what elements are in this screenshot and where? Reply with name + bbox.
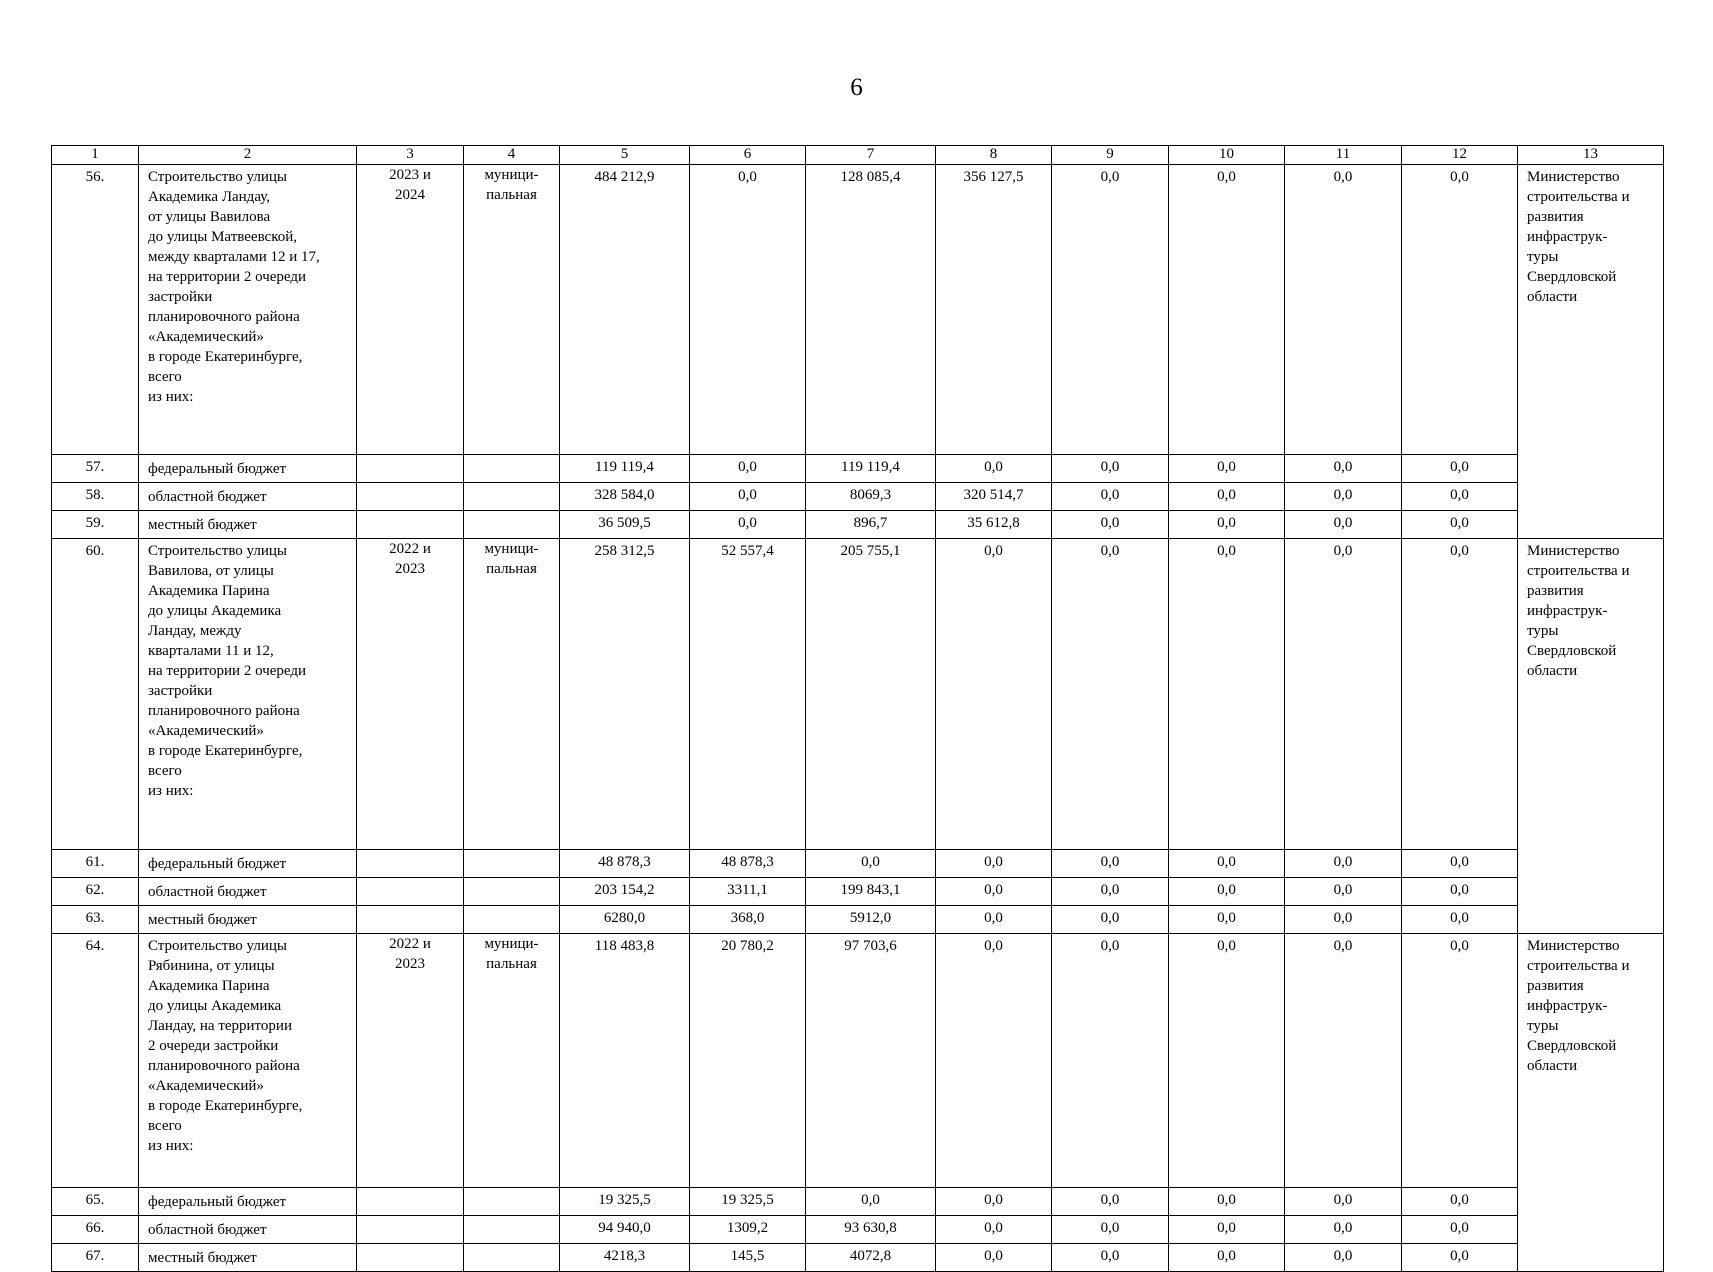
row-years-empty bbox=[357, 483, 464, 511]
value-cell-col-5: 119 119,4 bbox=[560, 455, 690, 483]
value-cell-col-8: 356 127,5 bbox=[936, 165, 1052, 455]
row-years-empty bbox=[357, 906, 464, 934]
row-number: 59. bbox=[52, 511, 139, 539]
column-header-6: 6 bbox=[690, 146, 806, 165]
value-cell-col-7: 119 119,4 bbox=[806, 455, 936, 483]
value-cell-col-12: 0,0 bbox=[1402, 1216, 1518, 1244]
row-name: федеральный бюджет bbox=[139, 455, 357, 483]
value-cell-col-6: 0,0 bbox=[690, 511, 806, 539]
value-cell-col-11: 0,0 bbox=[1285, 1244, 1402, 1272]
row-years-empty bbox=[357, 878, 464, 906]
row-years-empty bbox=[357, 1188, 464, 1216]
value-cell-col-9: 0,0 bbox=[1052, 1244, 1169, 1272]
value-cell-col-5: 94 940,0 bbox=[560, 1216, 690, 1244]
value-cell-col-10: 0,0 bbox=[1169, 1188, 1285, 1216]
table-row-sub bbox=[52, 1188, 1664, 1216]
value-cell-col-9: 0,0 bbox=[1052, 878, 1169, 906]
value-cell-col-5: 484 212,9 bbox=[560, 165, 690, 455]
row-name: Строительство улицы Вавилова, от улицы Академика Парина до улицы Академика Ландау, между кварталами 11 и 12, на территории 2 очереди застройки планировочного района «Академический» в городе Екатеринбурге, всего из них: bbox=[139, 539, 357, 850]
value-cell-col-5: 203 154,2 bbox=[560, 878, 690, 906]
table-row-sub bbox=[52, 906, 1664, 934]
row-kind: муници- пальная bbox=[464, 165, 560, 455]
value-cell-col-7: 205 755,1 bbox=[806, 539, 936, 850]
value-cell-col-5: 48 878,3 bbox=[560, 850, 690, 878]
value-cell-col-6: 52 557,4 bbox=[690, 539, 806, 850]
value-cell-col-11: 0,0 bbox=[1285, 1188, 1402, 1216]
row-name: местный бюджет bbox=[139, 906, 357, 934]
row-kind-empty bbox=[464, 1216, 560, 1244]
value-cell-col-7: 128 085,4 bbox=[806, 165, 936, 455]
column-header-5: 5 bbox=[560, 146, 690, 165]
value-cell-col-7: 5912,0 bbox=[806, 906, 936, 934]
column-header-13: 13 bbox=[1518, 146, 1664, 165]
value-cell-col-12: 0,0 bbox=[1402, 906, 1518, 934]
value-cell-col-9: 0,0 bbox=[1052, 1216, 1169, 1244]
row-years-empty bbox=[357, 1244, 464, 1272]
row-name: федеральный бюджет bbox=[139, 1188, 357, 1216]
row-kind: муници- пальная bbox=[464, 539, 560, 850]
value-cell-col-8: 0,0 bbox=[936, 878, 1052, 906]
row-number: 66. bbox=[52, 1216, 139, 1244]
value-cell-col-10: 0,0 bbox=[1169, 934, 1285, 1188]
value-cell-col-8: 0,0 bbox=[936, 455, 1052, 483]
table-row-main bbox=[52, 934, 1664, 1188]
value-cell-col-11: 0,0 bbox=[1285, 483, 1402, 511]
value-cell-col-10: 0,0 bbox=[1169, 483, 1285, 511]
value-cell-col-11: 0,0 bbox=[1285, 1216, 1402, 1244]
value-cell-col-5: 118 483,8 bbox=[560, 934, 690, 1188]
column-header-8: 8 bbox=[936, 146, 1052, 165]
value-cell-col-7: 0,0 bbox=[806, 1188, 936, 1216]
row-name: местный бюджет bbox=[139, 511, 357, 539]
value-cell-col-8: 0,0 bbox=[936, 1216, 1052, 1244]
table-row-sub bbox=[52, 850, 1664, 878]
row-years-empty bbox=[357, 850, 464, 878]
value-cell-col-7: 97 703,6 bbox=[806, 934, 936, 1188]
column-header-9: 9 bbox=[1052, 146, 1169, 165]
value-cell-col-10: 0,0 bbox=[1169, 165, 1285, 455]
value-cell-col-12: 0,0 bbox=[1402, 878, 1518, 906]
value-cell-col-11: 0,0 bbox=[1285, 850, 1402, 878]
value-cell-col-9: 0,0 bbox=[1052, 539, 1169, 850]
value-cell-col-10: 0,0 bbox=[1169, 878, 1285, 906]
row-number: 67. bbox=[52, 1244, 139, 1272]
value-cell-col-8: 0,0 bbox=[936, 1244, 1052, 1272]
value-cell-col-8: 0,0 bbox=[936, 539, 1052, 850]
value-cell-col-9: 0,0 bbox=[1052, 483, 1169, 511]
value-cell-col-11: 0,0 bbox=[1285, 878, 1402, 906]
row-name: Строительство улицы Академика Ландау, от улицы Вавилова до улицы Матвеевской, между кварталами 12 и 17, на территории 2 очереди застройки планировочного района «Академический» в городе Екатеринбурге, всего из них: bbox=[139, 165, 357, 455]
column-header-3: 3 bbox=[357, 146, 464, 165]
value-cell-col-12: 0,0 bbox=[1402, 511, 1518, 539]
responsible-cell: Министерство строительства и развития инфраструк- туры Свердловской области bbox=[1518, 165, 1664, 539]
row-kind-empty bbox=[464, 1188, 560, 1216]
value-cell-col-10: 0,0 bbox=[1169, 850, 1285, 878]
value-cell-col-5: 328 584,0 bbox=[560, 483, 690, 511]
row-name: областной бюджет bbox=[139, 878, 357, 906]
row-number: 62. bbox=[52, 878, 139, 906]
value-cell-col-8: 0,0 bbox=[936, 906, 1052, 934]
table-row-sub bbox=[52, 455, 1664, 483]
value-cell-col-9: 0,0 bbox=[1052, 165, 1169, 455]
value-cell-col-12: 0,0 bbox=[1402, 1188, 1518, 1216]
value-cell-col-5: 19 325,5 bbox=[560, 1188, 690, 1216]
row-number: 61. bbox=[52, 850, 139, 878]
row-kind-empty bbox=[464, 483, 560, 511]
row-kind-empty bbox=[464, 906, 560, 934]
table-row-main bbox=[52, 165, 1664, 455]
row-number: 63. bbox=[52, 906, 139, 934]
budget-table bbox=[51, 145, 1664, 1272]
row-years-empty bbox=[357, 1216, 464, 1244]
row-name: Строительство улицы Рябинина, от улицы Академика Парина до улицы Академика Ландау, на территории 2 очереди застройки планировочного района «Академический» в городе Екатеринбурге, всего из них: bbox=[139, 934, 357, 1188]
value-cell-col-11: 0,0 bbox=[1285, 511, 1402, 539]
table-row-main bbox=[52, 539, 1664, 850]
value-cell-col-7: 8069,3 bbox=[806, 483, 936, 511]
value-cell-col-8: 0,0 bbox=[936, 1188, 1052, 1216]
column-header-11: 11 bbox=[1285, 146, 1402, 165]
responsible-cell: Министерство строительства и развития инфраструк- туры Свердловской области bbox=[1518, 539, 1664, 934]
row-number: 58. bbox=[52, 483, 139, 511]
value-cell-col-6: 145,5 bbox=[690, 1244, 806, 1272]
row-years-empty bbox=[357, 511, 464, 539]
row-years: 2023 и 2024 bbox=[357, 165, 464, 455]
row-number: 65. bbox=[52, 1188, 139, 1216]
column-header-1: 1 bbox=[52, 146, 139, 165]
table-row-sub bbox=[52, 878, 1664, 906]
row-name: местный бюджет bbox=[139, 1244, 357, 1272]
value-cell-col-5: 36 509,5 bbox=[560, 511, 690, 539]
row-kind-empty bbox=[464, 455, 560, 483]
value-cell-col-11: 0,0 bbox=[1285, 165, 1402, 455]
row-kind-empty bbox=[464, 1244, 560, 1272]
table-row-sub bbox=[52, 511, 1664, 539]
value-cell-col-5: 6280,0 bbox=[560, 906, 690, 934]
row-years: 2022 и 2023 bbox=[357, 934, 464, 1188]
value-cell-col-11: 0,0 bbox=[1285, 455, 1402, 483]
value-cell-col-6: 48 878,3 bbox=[690, 850, 806, 878]
value-cell-col-10: 0,0 bbox=[1169, 1244, 1285, 1272]
row-number: 57. bbox=[52, 455, 139, 483]
row-kind-empty bbox=[464, 850, 560, 878]
value-cell-col-11: 0,0 bbox=[1285, 934, 1402, 1188]
responsible-cell: Министерство строительства и развития инфраструк- туры Свердловской области bbox=[1518, 934, 1664, 1272]
value-cell-col-12: 0,0 bbox=[1402, 165, 1518, 455]
column-number-row bbox=[52, 146, 1664, 165]
column-header-4: 4 bbox=[464, 146, 560, 165]
value-cell-col-12: 0,0 bbox=[1402, 934, 1518, 1188]
value-cell-col-6: 0,0 bbox=[690, 483, 806, 511]
value-cell-col-7: 0,0 bbox=[806, 850, 936, 878]
value-cell-col-10: 0,0 bbox=[1169, 455, 1285, 483]
value-cell-col-7: 93 630,8 bbox=[806, 1216, 936, 1244]
page-number: 6 bbox=[850, 74, 863, 101]
value-cell-col-5: 258 312,5 bbox=[560, 539, 690, 850]
value-cell-col-10: 0,0 bbox=[1169, 1216, 1285, 1244]
value-cell-col-5: 4218,3 bbox=[560, 1244, 690, 1272]
value-cell-col-12: 0,0 bbox=[1402, 455, 1518, 483]
value-cell-col-9: 0,0 bbox=[1052, 850, 1169, 878]
value-cell-col-9: 0,0 bbox=[1052, 906, 1169, 934]
value-cell-col-10: 0,0 bbox=[1169, 539, 1285, 850]
value-cell-col-10: 0,0 bbox=[1169, 906, 1285, 934]
value-cell-col-6: 368,0 bbox=[690, 906, 806, 934]
row-kind-empty bbox=[464, 878, 560, 906]
row-number: 56. bbox=[52, 165, 139, 455]
value-cell-col-12: 0,0 bbox=[1402, 1244, 1518, 1272]
row-name: областной бюджет bbox=[139, 483, 357, 511]
row-name: областной бюджет bbox=[139, 1216, 357, 1244]
value-cell-col-12: 0,0 bbox=[1402, 850, 1518, 878]
table-row-sub bbox=[52, 483, 1664, 511]
row-years-empty bbox=[357, 455, 464, 483]
value-cell-col-8: 0,0 bbox=[936, 850, 1052, 878]
table-row-sub bbox=[52, 1244, 1664, 1272]
value-cell-col-8: 320 514,7 bbox=[936, 483, 1052, 511]
value-cell-col-12: 0,0 bbox=[1402, 483, 1518, 511]
table-row-sub bbox=[52, 1216, 1664, 1244]
value-cell-col-11: 0,0 bbox=[1285, 539, 1402, 850]
value-cell-col-9: 0,0 bbox=[1052, 455, 1169, 483]
value-cell-col-6: 0,0 bbox=[690, 165, 806, 455]
value-cell-col-8: 35 612,8 bbox=[936, 511, 1052, 539]
value-cell-col-6: 0,0 bbox=[690, 455, 806, 483]
row-number: 60. bbox=[52, 539, 139, 850]
value-cell-col-6: 20 780,2 bbox=[690, 934, 806, 1188]
row-kind: муници- пальная bbox=[464, 934, 560, 1188]
column-header-7: 7 bbox=[806, 146, 936, 165]
value-cell-col-6: 3311,1 bbox=[690, 878, 806, 906]
row-name: федеральный бюджет bbox=[139, 850, 357, 878]
row-number: 64. bbox=[52, 934, 139, 1188]
value-cell-col-10: 0,0 bbox=[1169, 511, 1285, 539]
value-cell-col-6: 19 325,5 bbox=[690, 1188, 806, 1216]
row-kind-empty bbox=[464, 511, 560, 539]
value-cell-col-6: 1309,2 bbox=[690, 1216, 806, 1244]
value-cell-col-8: 0,0 bbox=[936, 934, 1052, 1188]
column-header-12: 12 bbox=[1402, 146, 1518, 165]
value-cell-col-11: 0,0 bbox=[1285, 906, 1402, 934]
value-cell-col-12: 0,0 bbox=[1402, 539, 1518, 850]
value-cell-col-7: 896,7 bbox=[806, 511, 936, 539]
value-cell-col-9: 0,0 bbox=[1052, 934, 1169, 1188]
value-cell-col-9: 0,0 bbox=[1052, 511, 1169, 539]
column-header-2: 2 bbox=[139, 146, 357, 165]
value-cell-col-7: 4072,8 bbox=[806, 1244, 936, 1272]
row-years: 2022 и 2023 bbox=[357, 539, 464, 850]
column-header-10: 10 bbox=[1169, 146, 1285, 165]
value-cell-col-9: 0,0 bbox=[1052, 1188, 1169, 1216]
value-cell-col-7: 199 843,1 bbox=[806, 878, 936, 906]
